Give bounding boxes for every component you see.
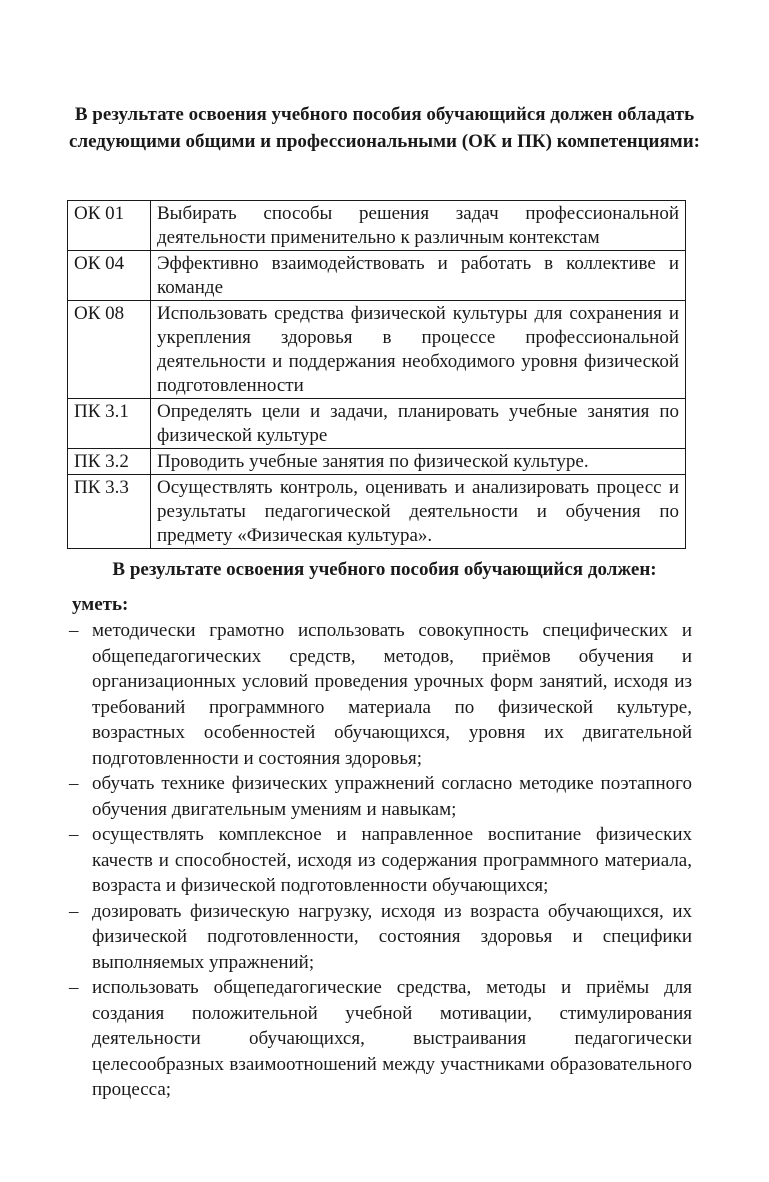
table-row (68, 475, 686, 549)
list-item-text: дозировать физическую нагрузку, исходя из возраста обучающихся, их физической подготовленности, состояния здоровья и специфики выполняемых упражнений; (92, 900, 692, 973)
table-row (68, 201, 686, 251)
competency-description: Выбирать способы решения задач профессиональной деятельности применительно к различным контекстам (151, 201, 686, 251)
learning-outcomes-heading: В результате освоения учебного пособия обучающийся должен: (112, 559, 657, 580)
competency-code: ОК 04 (68, 251, 151, 301)
competency-code: ПК 3.2 (68, 449, 151, 475)
competency-code: ОК 01 (68, 201, 151, 251)
list-item (50, 975, 692, 1103)
list-item-text: методически грамотно использовать совокупность специфических и общепедагогических средств, методов, приёмов обучения и организационных условий проведения урочных форм занятий, исходя из требований программного материала по физической культуре, возрастных особенностей обучающихся, уровня их двигательной подготовленности и состояния здоровья; (92, 620, 692, 769)
competency-description: Определять цели и задачи, планировать учебные занятия по физической культуре (151, 399, 686, 449)
list-dash: – (69, 824, 79, 845)
list-item-text: осуществлять комплексное и направленное воспитание физических качеств и способностей, исходя из содержания программного материала, возраста и физической подготовленности обучающихся; (92, 824, 692, 896)
skills-list (50, 618, 692, 1103)
competency-code: ПК 3.1 (68, 399, 151, 449)
list-item (50, 771, 692, 822)
competency-description: Эффективно взаимодействовать и работать в коллективе и команде (151, 251, 686, 301)
table-row (68, 301, 686, 399)
list-item (50, 618, 692, 771)
competency-code: ОК 08 (68, 301, 151, 399)
competency-description: Использовать средства физической культуры для сохранения и укрепления здоровья в процессе профессиональной деятельности и поддержания необходимого уровня физической подготовленности (151, 301, 686, 399)
skills-label: уметь: (72, 594, 129, 615)
table-row (68, 251, 686, 301)
list-item (50, 899, 692, 976)
list-dash: – (69, 620, 79, 641)
list-dash: – (69, 977, 79, 998)
list-dash: – (69, 773, 79, 794)
list-item-text: обучать технике физических упражнений согласно методике поэтапного обучения двигательным умениям и навыкам; (92, 773, 692, 820)
competencies-heading: В результате освоения учебного пособия обучающийся должен обладать следующими общими и профессиональными (ОК и ПК) компетенциями: (69, 104, 700, 152)
competency-description: Осуществлять контроль, оценивать и анализировать процесс и результаты педагогической деятельности и обучения по предмету «Физическая культура». (151, 475, 686, 549)
competency-code: ПК 3.3 (68, 475, 151, 549)
competencies-table (67, 200, 686, 549)
table-row (68, 449, 686, 475)
table-row (68, 399, 686, 449)
list-item-text: использовать общепедагогические средства, методы и приёмы для создания положительной учебной мотивации, стимулирования деятельности обучающихся, выстраивания педагогически целесообразных взаимоотношений между участниками образовательного процесса; (92, 977, 692, 1100)
competency-description: Проводить учебные занятия по физической культуре. (151, 449, 686, 475)
list-item (50, 822, 692, 899)
list-dash: – (69, 900, 79, 922)
